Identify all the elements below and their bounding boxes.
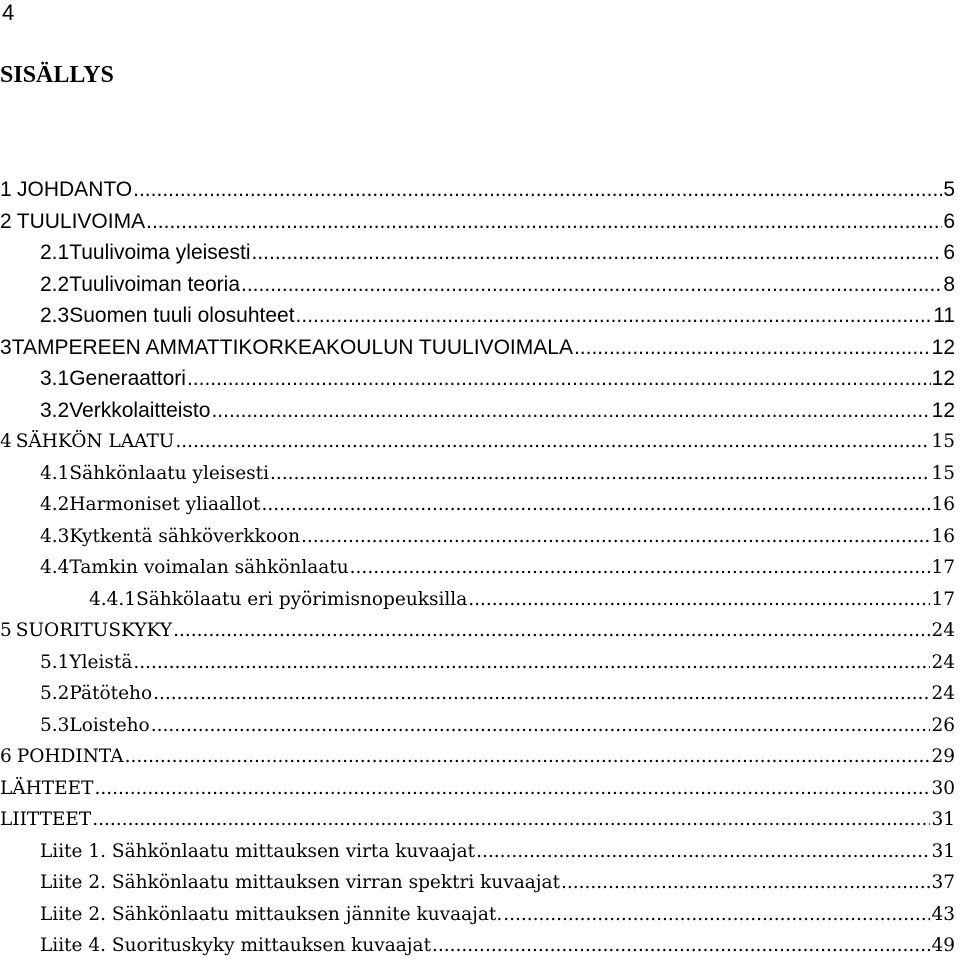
- toc-entry-number: 4: [0, 431, 12, 452]
- toc-entry-title: Sähkölaatu eri pyörimisnopeuksilla: [136, 588, 468, 610]
- toc-entry-page: 12: [931, 367, 955, 390]
- dot-leader: [296, 300, 933, 332]
- toc-entry-title: Tuulivoiman teoria: [69, 272, 241, 296]
- toc-entry-page: 49: [931, 935, 955, 956]
- dot-leader: [133, 174, 942, 206]
- toc-entry-title: Tuulivoima yleisesti: [69, 241, 251, 264]
- toc-entry-page: 11: [933, 304, 955, 327]
- toc-entry-title: LÄHTEET: [0, 777, 94, 799]
- toc-entry[interactable]: [0, 426, 955, 458]
- toc-entry-title: Harmoniset yliaallot: [69, 494, 261, 515]
- toc-entry-page: 15: [931, 431, 955, 452]
- dot-leader: [301, 521, 930, 553]
- dot-leader: [133, 647, 930, 679]
- toc-entry-page: 26: [931, 714, 955, 736]
- toc-entry-title: SUORITUSKYKY: [15, 620, 173, 641]
- toc-entry-number: 4.2: [40, 494, 70, 515]
- dot-leader: [211, 395, 930, 427]
- toc-entry-number: 5.3: [40, 714, 70, 736]
- toc-entry-number: 3.1: [40, 367, 70, 390]
- toc-entry-number: 3.2: [40, 398, 70, 422]
- toc-entry-page: 31: [931, 809, 955, 830]
- toc-entry[interactable]: [0, 332, 955, 364]
- toc-entry[interactable]: [0, 804, 955, 836]
- toc-entry-page: 24: [931, 620, 955, 641]
- toc-entry[interactable]: [0, 552, 955, 584]
- dot-leader: [94, 773, 930, 805]
- toc-entry-title: Pätöteho: [69, 683, 153, 704]
- toc-entry-page: 15: [931, 462, 955, 484]
- dot-leader: [187, 363, 931, 395]
- toc-entry-number: 2: [0, 209, 12, 233]
- toc-entry-page: 16: [931, 525, 955, 547]
- toc-entry-title: Suomen tuuli olosuhteet: [69, 304, 295, 327]
- toc-entry[interactable]: [0, 710, 955, 742]
- dot-leader: [574, 332, 931, 364]
- toc-entry-title: JOHDANTO: [17, 178, 133, 201]
- toc-entry-number: 5.1: [40, 651, 70, 673]
- toc-entry[interactable]: [0, 300, 955, 332]
- toc-entry-title: LIITTEET: [0, 809, 92, 830]
- toc-entry-number: 6: [0, 746, 12, 767]
- toc-entry-page: 16: [931, 494, 955, 515]
- toc-entry-title: Liite 2. Sähkönlaatu mittauksen jännite kuvaajat.: [40, 903, 503, 925]
- toc-entry-title: SÄHKÖN LAATU: [15, 431, 175, 452]
- toc-entry[interactable]: [0, 930, 955, 962]
- toc-entry-page: 43: [931, 903, 955, 925]
- toc-entry-page: 6: [943, 209, 955, 233]
- toc-entry-number: 1: [0, 178, 12, 201]
- dot-leader: [146, 206, 942, 238]
- toc-entry[interactable]: [0, 899, 955, 931]
- toc-entry[interactable]: [0, 867, 955, 899]
- toc-entry-number: 2.1: [40, 241, 70, 264]
- dot-leader: [561, 867, 930, 899]
- toc-entry[interactable]: [0, 741, 955, 773]
- toc-entry-title: TAMPEREEN AMMATTIKORKEAKOULUN TUULIVOIMALA: [11, 335, 573, 359]
- toc-entry-page: 6: [943, 241, 955, 264]
- toc-entry-number: 5: [0, 620, 12, 641]
- toc-entry-title: Kytkentä sähköverkkoon: [69, 525, 301, 547]
- dot-leader: [241, 269, 942, 301]
- toc-entry-page: 12: [931, 398, 955, 422]
- toc-entry[interactable]: [0, 615, 955, 647]
- toc-entry-title: Liite 4. Suorituskyky mittauksen kuvaajat: [40, 935, 432, 956]
- dot-leader: [270, 458, 930, 490]
- toc-entry-number: 2.3: [40, 304, 70, 327]
- toc-entry[interactable]: [0, 174, 955, 206]
- dot-leader: [476, 836, 930, 868]
- toc-entry[interactable]: [0, 269, 955, 301]
- dot-leader: [261, 489, 930, 521]
- toc-entry-number: 2.2: [40, 272, 70, 296]
- page-number: 4: [2, 0, 15, 25]
- toc-entry-number: 5.2: [40, 683, 70, 704]
- dot-leader: [153, 678, 930, 710]
- dot-leader: [468, 584, 930, 616]
- toc-list: [0, 174, 955, 962]
- toc-entry-page: 24: [931, 651, 955, 673]
- toc-entry-page: 29: [931, 746, 955, 767]
- toc-entry-page: 8: [943, 272, 955, 296]
- toc-entry-title: Generaattori: [69, 367, 186, 390]
- dot-leader: [151, 710, 931, 742]
- toc-entry-page: 24: [931, 683, 955, 704]
- toc-entry-number: 4.1: [40, 462, 70, 484]
- dot-leader: [251, 237, 942, 269]
- dot-leader: [350, 552, 931, 584]
- toc-entry[interactable]: [0, 363, 955, 395]
- toc-entry[interactable]: [0, 773, 955, 805]
- dot-leader: [503, 899, 930, 931]
- toc-entry-title: Liite 2. Sähkönlaatu mittauksen virran spektri kuvaajat: [40, 872, 561, 893]
- toc-entry[interactable]: [0, 836, 955, 868]
- toc-entry-title: Liite 1. Sähkönlaatu mittauksen virta kuvaajat: [40, 840, 476, 862]
- dot-leader: [92, 804, 930, 836]
- toc-heading: SISÄLLYS: [0, 62, 114, 88]
- toc-entry-page: 17: [931, 557, 955, 578]
- toc-entry[interactable]: [0, 237, 955, 269]
- toc-entry-title: Verkkolaitteisto: [69, 398, 211, 422]
- dot-leader: [175, 426, 930, 458]
- toc-entry[interactable]: [0, 395, 955, 427]
- toc-entry-title: Sähkönlaatu yleisesti: [69, 462, 270, 484]
- toc-entry[interactable]: [0, 521, 955, 553]
- toc-entry-page: 37: [931, 872, 955, 893]
- toc-entry-number: 4.3: [40, 525, 70, 547]
- toc-entry-page: 12: [931, 335, 955, 359]
- toc-entry-number: 3: [0, 335, 12, 359]
- toc-entry[interactable]: [0, 489, 955, 521]
- toc-entry[interactable]: [0, 458, 955, 490]
- toc-entry-page: 31: [931, 840, 955, 862]
- dot-leader: [125, 741, 931, 773]
- toc-entry-page: 17: [931, 588, 955, 610]
- dot-leader: [432, 930, 930, 962]
- toc-entry-title: POHDINTA: [16, 746, 124, 767]
- toc-entry-title: Yleistä: [69, 651, 133, 673]
- toc-entry-page: 5: [943, 178, 955, 201]
- toc-entry[interactable]: [0, 206, 955, 238]
- toc-entry-title: TUULIVOIMA: [16, 209, 146, 233]
- toc-entry[interactable]: [0, 584, 955, 616]
- toc-entry[interactable]: [0, 647, 955, 679]
- toc-entry-number: 4.4.1: [89, 588, 137, 610]
- toc-entry-title: Loisteho: [69, 714, 150, 736]
- toc-entry-number: 4.4: [40, 557, 70, 578]
- toc-entry-title: Tamkin voimalan sähkönlaatu: [69, 557, 349, 578]
- toc-entry[interactable]: [0, 678, 955, 710]
- toc-entry-page: 30: [931, 777, 955, 799]
- dot-leader: [173, 615, 930, 647]
